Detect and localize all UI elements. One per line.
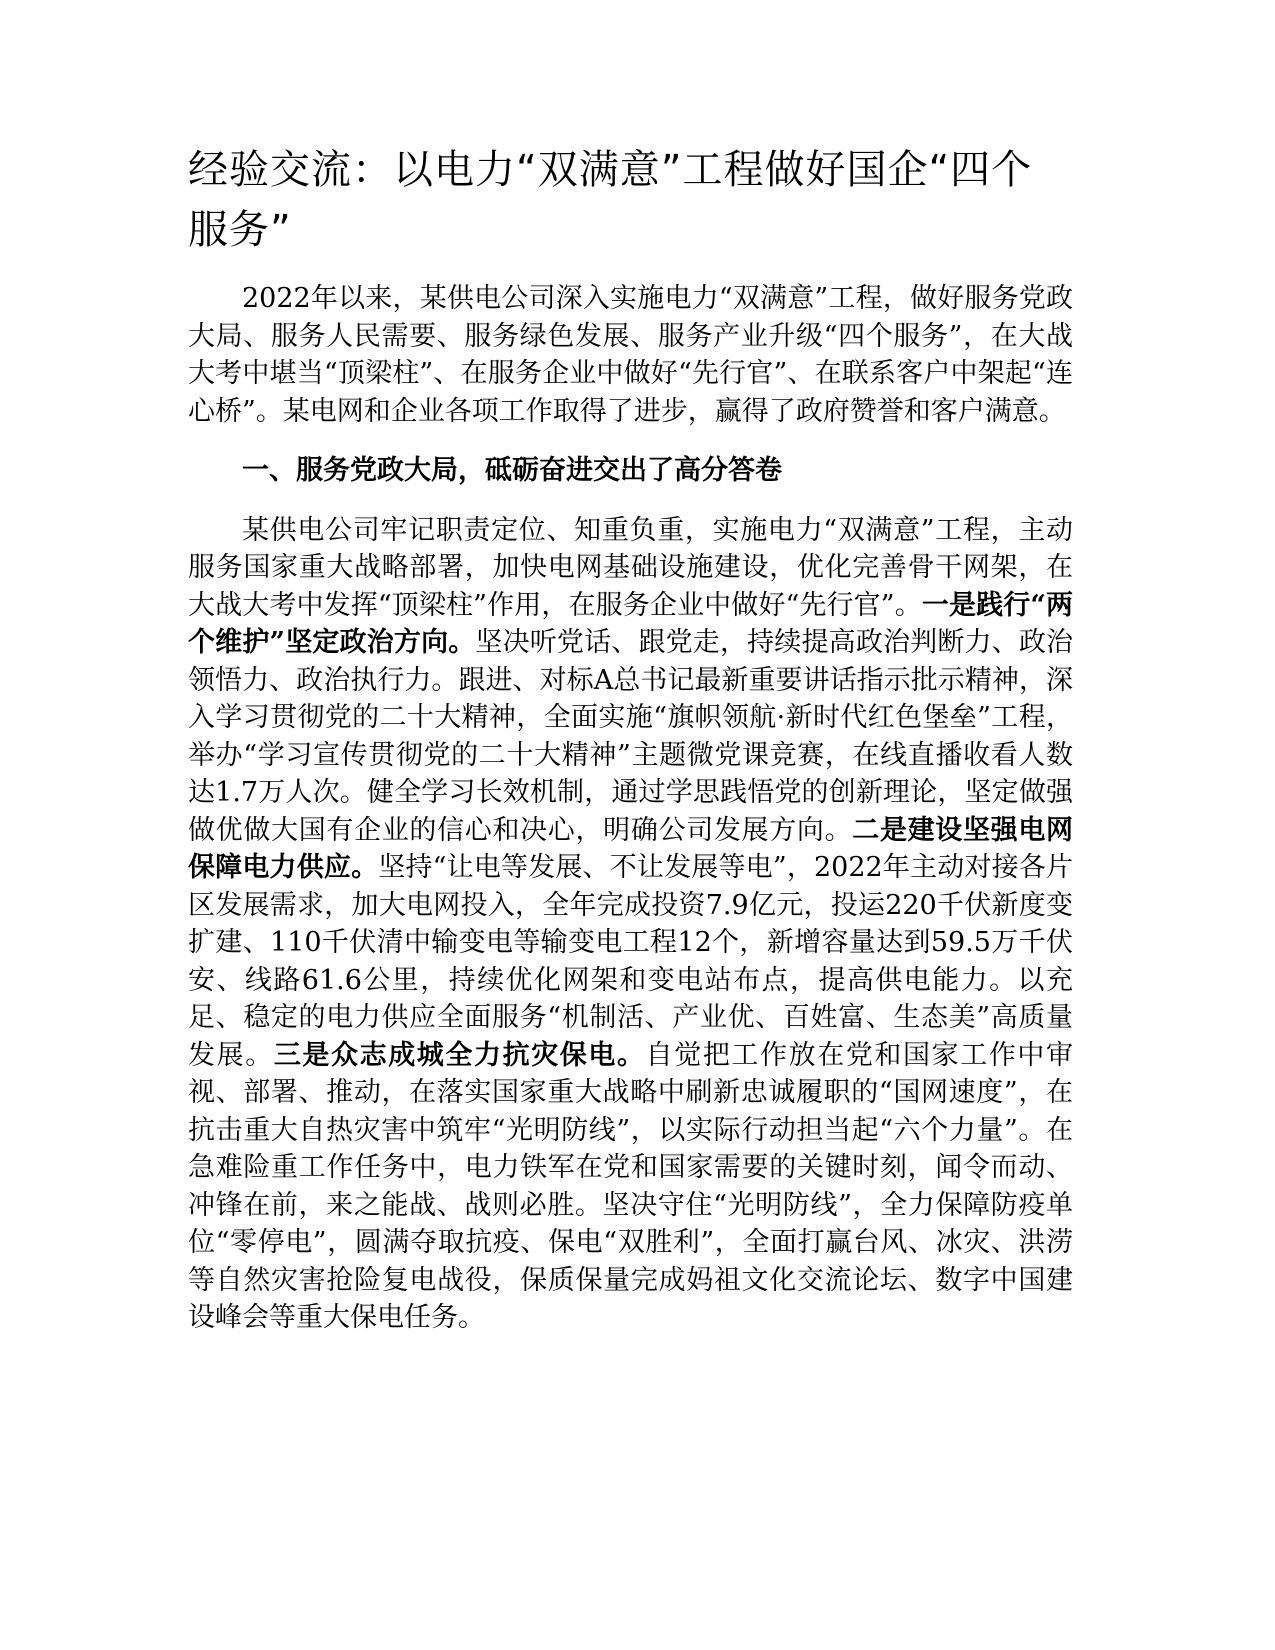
point-1-text: 坚决听党话、跟党走，持续提高政治判断力、政治领悟力、政治执行力。跟进、对标A总书记最新重要讲话指示批示精神，深入学习贯彻党的二十大精神，全面实施“旗帜领航·新时代红色堡垒”工程，举办“学习宣传贯彻党的二十大精神”主题微党课竞赛，在线直播收看人数达1.7万人次。健全学习长效机制，通过学思践悟党的创新理论，坚定做强做优做大国有企业的信心和决心，明确公司发展方向。 [188,627,1074,846]
section-1-paragraph [188,512,1073,1337]
document-page [188,140,1073,1337]
intro-paragraph: 2022年以来，某供电公司深入实施电力“双满意”工程，做好服务党政大局、服务人民需要、服务绿色发展、服务产业升级“四个服务”，在大战大考中堪当“顶梁柱”、在服务企业中做好“先行官”、在联系客户中架起“连心桥”。某电网和企业各项工作取得了进步，赢得了政府赞誉和客户满意。 [188,283,1073,427]
point-2-text: 坚持“让电等发展、不让发展等电”，2022年主动对接各片区发展需求，加大电网投入，全年完成投资7.9亿元，投运220千伏新度变扩建、110千伏清中输变电等输变电工程12个，新增容量达到59.5万千伏安、线路61.6公里，持续优化网架和变电站布点，提高供电能力。以充足、稳定的电力供应全面服务“机制活、产业优、百姓富、生态美”高质量发展。 [188,852,1073,1071]
section-heading-1: 一、服务党政大局，砥砺奋进交出了高分答卷 [242,455,782,486]
point-1-label: 一是践行“两个维护”坚定政治方向。 [188,589,1073,658]
section-1-opening: 某供电公司牢记职责定位、知重负重，实施电力“双满意”工程，主动服务国家重大战略部署，加快电网基础设施建设，优化完善骨干网架，在大战大考中发挥“顶梁柱”作用，在服务企业中做好“先行官”。 [188,514,1073,621]
document-title: 经验交流：以电力“双满意”工程做好国企“四个服务” [188,147,1033,253]
point-3-text: 自觉把工作放在党和国家工作中审视、部署、推动，在落实国家重大战略中刷新忠诚履职的“国网速度”，在抗击重大自热灾害中筑牢“光明防线”，以实际行动担当起“六个力量”。在急难险重工作任务中，电力铁军在党和国家需要的关键时刻，闻令而动、冲锋在前，来之能战、战则必胜。坚决守住“光明防线”，全力保障防疫单位“零停电”，圆满夺取抗疫、保电“双胜利”，全面打赢台风、冰灾、洪涝等自然灾害抢险复电战役，保质保量完成妈祖文化交流论坛、数字中国建设峰会等重大保电任务。 [188,1039,1074,1333]
point-3-label: 三是众志成城全力抗灾保电。 [273,1039,646,1071]
point-2-label: 二是建设坚强电网保障电力供应。 [188,814,1074,883]
